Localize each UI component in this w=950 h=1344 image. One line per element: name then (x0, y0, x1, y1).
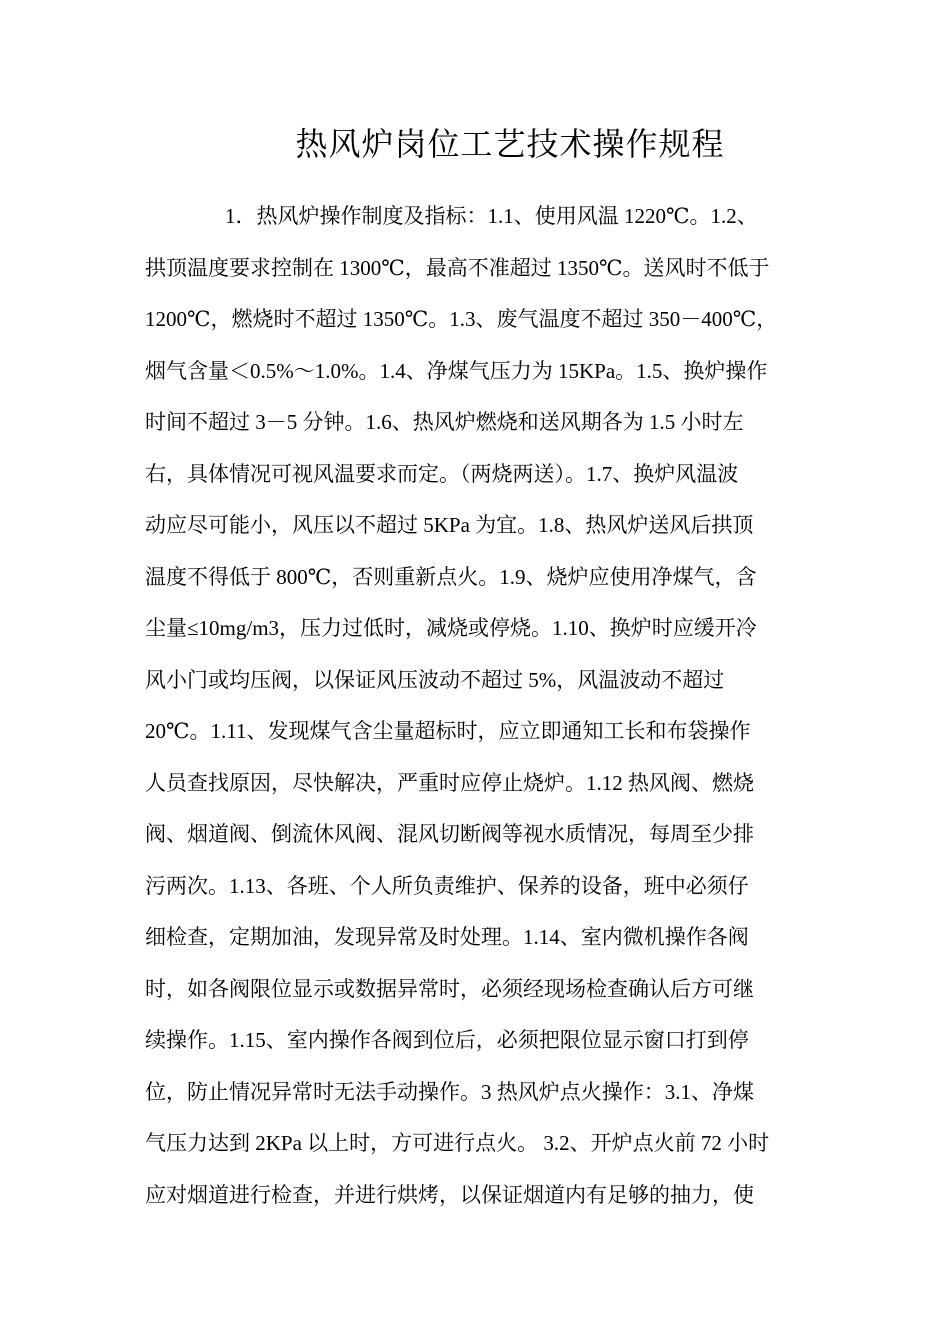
body-line: 时，如各阀限位显示或数据异常时，必须经现场检查确认后方可继 (145, 976, 754, 1001)
body-line: 20℃。1.11、发现煤气含尘量超标时，应立即通知工长和布袋操作 (145, 719, 751, 743)
body-line: 阀、烟道阀、倒流休风阀、混风切断阀等视水质情况，每周至少排 (145, 822, 754, 846)
body-line: 人员查找原因，尽快解决，严重时应停止烧炉。1.12 热风阀、燃烧 (145, 770, 754, 795)
body-line: 时间不超过 3－5 分钟。1.6、热风炉燃烧和送风期各为 1.5 小时左 (145, 410, 744, 434)
body-line: 1200℃，燃烧时不超过 1350℃。1.3、废气温度不超过 350－400℃， (145, 307, 778, 331)
body-line: 拱顶温度要求控制在 1300℃，最高不准超过 1350℃。送风时不低于 (145, 255, 770, 280)
body-line: 污两次。1.13、各班、个人所负责维护、保养的设备，班中必须仔 (145, 873, 749, 898)
body-line: 风小门或均压阀，以保证风压波动不超过 5%，风温波动不超过 (145, 667, 725, 692)
document-title: 热风炉岗位工艺技术操作规程 (295, 125, 725, 163)
body-line: 细检查，定期加油，发现异常及时处理。1.14、室内微机操作各阀 (145, 925, 749, 949)
body-line: 动应尽可能小，风压以不超过 5KPa 为宜。1.8、热风炉送风后拱顶 (145, 513, 754, 537)
body-line: 续操作。1.15、室内操作各阀到位后，必须把限位显示窗口打到停 (145, 1028, 749, 1052)
body-line: 气压力达到 2KPa 以上时，方可进行点火。 3.2、开炉点火前 72 小时 (145, 1131, 770, 1155)
body-line: 位，防止情况异常时无法手动操作。3 热风炉点火操作：3.1、净煤 (145, 1079, 754, 1104)
body-line: 右，具体情况可视风温要求而定。（两烧两送）。1.7、换炉风温波 (145, 461, 739, 486)
body-line: 尘量≤10mg/m3，压力过低时，减烧或停烧。1.10、换炉时应缓开冷 (145, 616, 757, 640)
body-line: 温度不得低于 800℃，否则重新点火。1.9、烧炉应使用净煤气，含 (145, 564, 757, 589)
document-body (145, 196, 825, 1226)
body-line: 1．热风炉操作制度及指标：1.1、使用风温 1220℃。1.2、 (225, 204, 758, 228)
body-line: 应对烟道进行检查，并进行烘烤，以保证烟道内有足够的抽力，使 (145, 1182, 754, 1207)
body-line: 烟气含量＜0.5%～1.0%。1.4、净煤气压力为 15KPa。1.5、换炉操作 (145, 358, 768, 383)
